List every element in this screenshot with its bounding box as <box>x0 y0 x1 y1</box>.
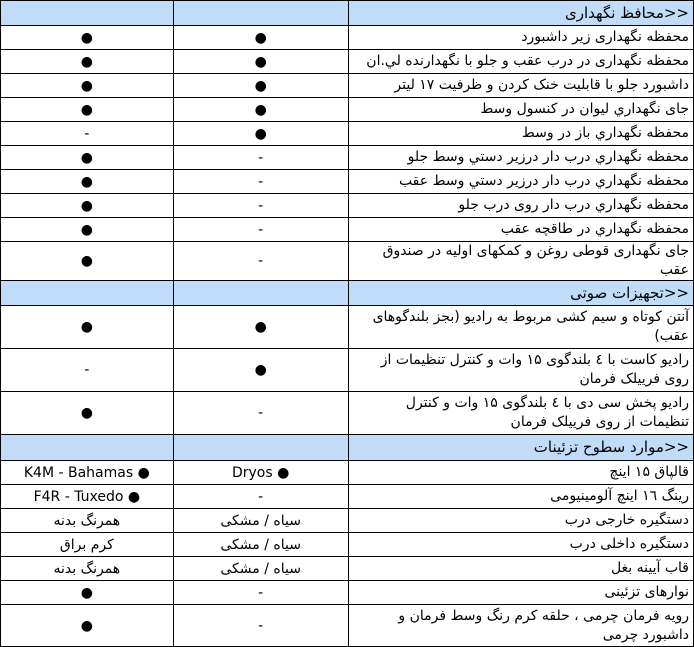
value-cell: ● F4R - Tuxedo <box>1 485 174 509</box>
value-cell: ● <box>1 50 174 74</box>
value-cell: - <box>173 218 348 242</box>
feature-cell: محفظه نگهداری زیر داشبورد <box>348 26 693 50</box>
value-cell: - <box>173 392 348 435</box>
table-row <box>1 170 694 194</box>
table-row <box>1 557 694 581</box>
feature-cell: داشبورد جلو با قابلیت خنک کردن و ظرفیت ۱۷ لیتر <box>348 74 693 98</box>
table-row <box>1 461 694 485</box>
value-cell: ● <box>1 581 174 605</box>
feature-cell: دستگیره داخلی درب <box>348 533 693 557</box>
table-row <box>1 349 694 392</box>
table-row <box>1 306 694 349</box>
value-cell: ● <box>1 218 174 242</box>
value-cell: ● <box>1 605 174 647</box>
section-cell <box>1 1 174 26</box>
table-row <box>1 218 694 242</box>
table-row <box>1 392 694 435</box>
value-cell: ● <box>1 146 174 170</box>
feature-cell: محفظه نگهداري درب دار درزير دستي وسط جلو <box>348 146 693 170</box>
section-header-audio <box>1 281 694 306</box>
feature-cell: محفظه نگهداري درب دار روی درب جلو <box>348 194 693 218</box>
value-cell: همرنگ بدنه <box>1 509 174 533</box>
value-cell: ● <box>1 74 174 98</box>
section-title: <<محافظ نگهداری <box>348 1 693 26</box>
value-cell: ● <box>173 26 348 50</box>
value-cell: ● <box>1 170 174 194</box>
table-row <box>1 26 694 50</box>
section-header-storage <box>1 1 694 26</box>
section-cell <box>1 435 174 461</box>
value-cell: ● <box>1 306 174 349</box>
feature-cell: جای نگهداري ليوان در كنسول وسط <box>348 98 693 122</box>
feature-cell: محفظه نگهداري درب دار درزير دستي وسط عقب <box>348 170 693 194</box>
value-cell: ● <box>173 306 348 349</box>
value-cell: ● <box>1 242 174 281</box>
value-cell: ● <box>1 98 174 122</box>
table-row <box>1 485 694 509</box>
value-cell: - <box>173 170 348 194</box>
table-row <box>1 533 694 557</box>
value-cell: - <box>173 485 348 509</box>
table-row <box>1 122 694 146</box>
value-cell: - <box>1 122 174 146</box>
feature-cell: دستگیره خارجی درب <box>348 509 693 533</box>
value-cell: کرم براق <box>1 533 174 557</box>
table-row <box>1 605 694 647</box>
feature-cell: رویه فرمان چرمی ، حلقه کرم رنگ وسط فرمان و داشبورد چرمی <box>348 605 693 647</box>
value-cell: سیاه / مشکی <box>173 509 348 533</box>
section-cell <box>173 1 348 26</box>
value-cell: سیاه / مشکی <box>173 557 348 581</box>
section-title: <<تجهیزات صوتی <box>348 281 693 306</box>
feature-cell: جای نگهداری قوطی روغن و کمکهای اولیه در صندوق عقب <box>348 242 693 281</box>
feature-cell: محفظه نگهداري در طاقچه عقب <box>348 218 693 242</box>
value-cell: ● <box>173 50 348 74</box>
value-cell: - <box>173 605 348 647</box>
value-cell: همرنگ بدنه <box>1 557 174 581</box>
table-row <box>1 146 694 170</box>
value-cell: ● <box>1 26 174 50</box>
table-row <box>1 50 694 74</box>
feature-cell: محفظه نگهداری در درب عقب و جلو با نگهدارنده لي.ان <box>348 50 693 74</box>
table-row <box>1 194 694 218</box>
feature-cell: رینگ ۱٦ اینچ آلومینیومی <box>348 485 693 509</box>
table-row <box>1 509 694 533</box>
feature-cell: نوارهای تزئینی <box>348 581 693 605</box>
value-cell: ● K4M - Bahamas <box>1 461 174 485</box>
value-cell: ● <box>173 98 348 122</box>
section-cell <box>173 281 348 306</box>
value-cell: - <box>173 146 348 170</box>
section-title: <<موارد سطوح تزئینات <box>348 435 693 461</box>
feature-cell: قاب آیینه بغل <box>348 557 693 581</box>
value-cell: ● <box>1 392 174 435</box>
value-cell: - <box>1 349 174 392</box>
value-cell: ● <box>173 349 348 392</box>
value-cell: ● <box>173 122 348 146</box>
section-header-trim <box>1 435 694 461</box>
feature-cell: رادیو پخش سی دی با ٤ بلندگوی ۱۵ وات و کنترل تنظیمات از روی فرییلک فرمان <box>348 392 693 435</box>
feature-cell: آنتن كوتاه و سیم کشی مربوط به رادیو (بجز بلندگوهای عقب) <box>348 306 693 349</box>
value-cell: ● <box>173 74 348 98</box>
value-cell: - <box>173 242 348 281</box>
value-cell: - <box>173 581 348 605</box>
value-cell: - <box>173 194 348 218</box>
value-cell: سیاه / مشکی <box>173 533 348 557</box>
table-row <box>1 74 694 98</box>
feature-cell: محفظه نگهداري باز در وسط <box>348 122 693 146</box>
feature-cell: قالپاق ۱۵ اینچ <box>348 461 693 485</box>
value-cell: ● Dryos <box>173 461 348 485</box>
section-cell <box>173 435 348 461</box>
section-cell <box>1 281 174 306</box>
feature-cell: رادیو کاست با ٤ بلندگوی ۱۵ وات و کنترل تنظیمات از روی فرییلک فرمان <box>348 349 693 392</box>
table-row <box>1 581 694 605</box>
table-row <box>1 242 694 281</box>
value-cell: ● <box>1 194 174 218</box>
table-row <box>1 98 694 122</box>
